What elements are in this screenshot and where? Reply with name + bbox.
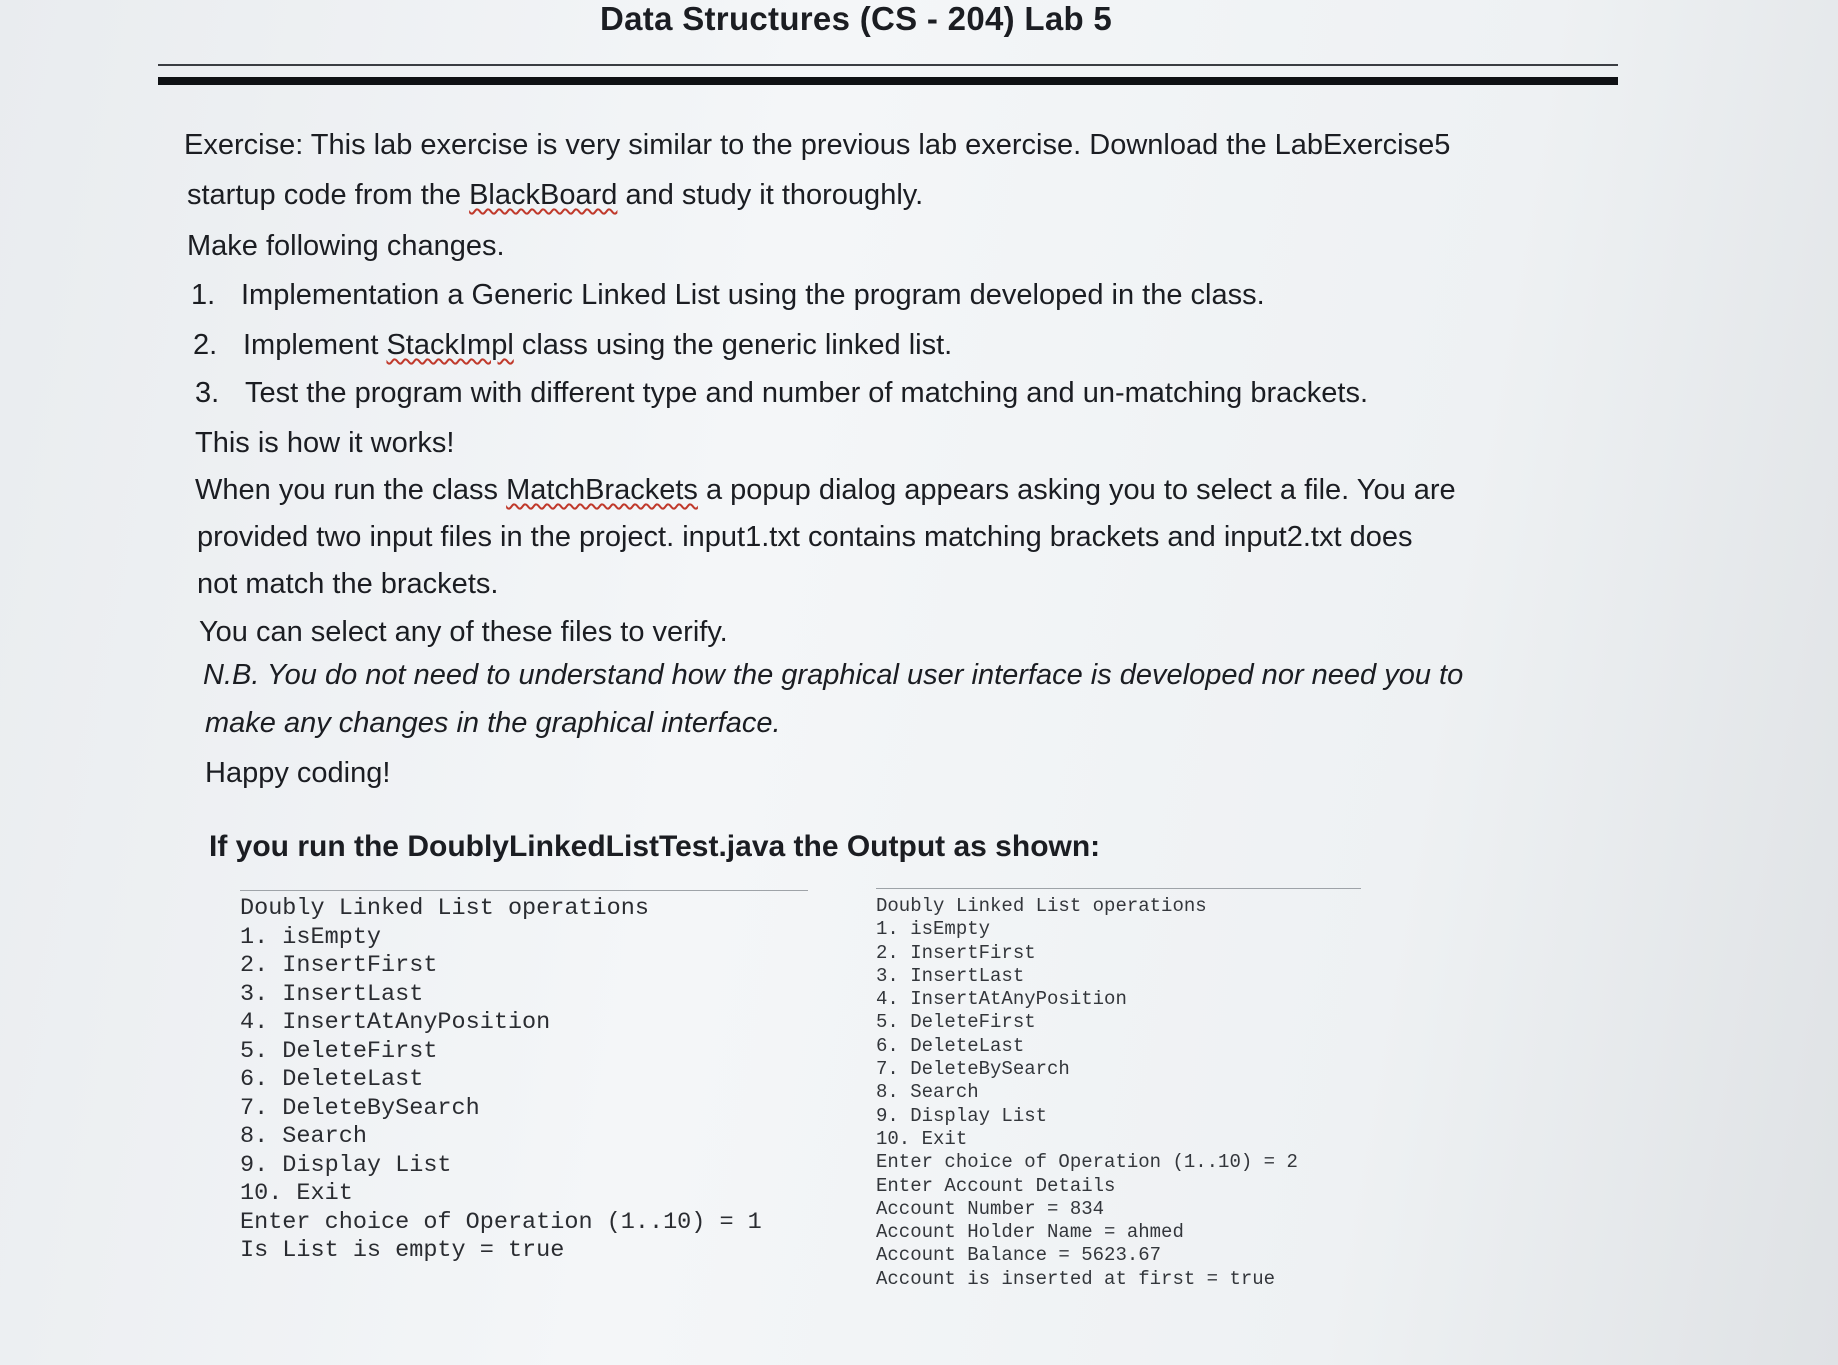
console-left-line: 7. DeleteBySearch <box>240 1094 480 1122</box>
console-right-line: 4. InsertAtAnyPosition <box>876 988 1127 1011</box>
list-item-2 <box>193 330 952 362</box>
console-right-line: 1. isEmpty <box>876 918 991 941</box>
exercise-line-2 <box>187 180 923 212</box>
console-right-line: 8. Search <box>876 1081 979 1104</box>
console-output-left <box>240 895 762 1266</box>
list-item-3-number: 3. <box>195 377 220 409</box>
console-right-line: 6. DeleteLast <box>876 1034 1025 1057</box>
list-item-1-number: 1. <box>191 279 216 311</box>
console-left-line: Doubly Linked List operations <box>240 895 649 922</box>
console-left-line: 4. InsertAtAnyPosition <box>240 1009 551 1036</box>
console-right-line: 5. DeleteFirst <box>876 1011 1036 1034</box>
console-left-line: 6. DeleteLast <box>240 1066 424 1093</box>
nb-line-2: make any changes in the graphical interface. <box>205 707 781 739</box>
console-right-line: Account Number = 834 <box>876 1197 1105 1220</box>
output-heading: If you run the DoublyLinkedListTest.java the Output as shown: <box>209 830 1101 863</box>
title-rule-thick <box>158 77 1618 85</box>
list-item-1-text: Implementation a Generic Linked List using the program developed in the class. <box>241 279 1265 311</box>
console-right-line: 2. InsertFirst <box>876 941 1036 964</box>
console-right-line: 3. InsertLast <box>876 964 1025 987</box>
how-line-1-before: When you run the class <box>195 474 507 506</box>
console-right-line: 10. Exit <box>876 1127 968 1150</box>
console-right-line: 9. Display List <box>876 1104 1048 1127</box>
console-right-line: Doubly Linked List operations <box>876 895 1207 917</box>
title-rule-thin <box>158 64 1618 66</box>
list-item-2-text-before: Implement <box>243 329 387 361</box>
how-line-1 <box>195 475 1456 507</box>
console-left-line: 2. InsertFirst <box>240 952 438 979</box>
nb-line-1: N.B. You do not need to understand how the graphical user interface is developed nor need you to <box>203 659 1464 691</box>
exercise-line-2-before: startup code from the <box>187 179 470 211</box>
console-left-line: Enter choice of Operation (1..10) = 1 <box>240 1208 762 1236</box>
list-item-2-text-after: class using the generic linked list. <box>513 329 953 361</box>
list-item-3 <box>195 378 1368 410</box>
console-right-line: Account is inserted at first = true <box>876 1267 1276 1290</box>
list-item-3-text: Test the program with different type and number of matching and un-matching brackets. <box>245 377 1369 409</box>
console-left-line: 5. DeleteFirst <box>240 1037 438 1065</box>
matchbrackets-word: MatchBrackets <box>506 474 698 506</box>
console-left-line: 1. isEmpty <box>240 923 382 951</box>
console-left-rule <box>240 890 808 891</box>
console-left-line: Is List is empty = true <box>240 1237 565 1264</box>
exercise-line-2-after: and study it thoroughly. <box>617 179 924 211</box>
list-item-2-number: 2. <box>193 329 218 361</box>
console-right-line: Enter Account Details <box>876 1174 1116 1197</box>
how-line-2: provided two input files in the project. input1.txt contains matching brackets and input2.txt does <box>197 521 1413 553</box>
exercise-line-1: Exercise: This lab exercise is very similar to the previous lab exercise. Download the LabExercise5 <box>184 129 1451 161</box>
select-line: You can select any of these files to verify. <box>199 616 728 648</box>
console-right-rule <box>876 888 1361 889</box>
console-left-line: 10. Exit <box>240 1180 353 1207</box>
console-left-line: 8. Search <box>240 1123 367 1150</box>
console-right-line: Account Holder Name = ahmed <box>876 1221 1184 1244</box>
console-right-line: Enter choice of Operation (1..10) = 2 <box>876 1151 1298 1174</box>
happy-coding: Happy coding! <box>205 757 391 789</box>
how-heading: This is how it works! <box>195 427 455 459</box>
stackimpl-word: StackImpl <box>386 329 514 361</box>
console-output-right <box>876 895 1298 1291</box>
list-item-1 <box>191 280 1265 312</box>
how-line-1-after: a popup dialog appears asking you to select a file. You are <box>697 474 1456 506</box>
how-line-3: not match the brackets. <box>197 568 499 600</box>
console-left-line: 9. Display List <box>240 1151 452 1179</box>
blackboard-word: BlackBoard <box>469 179 618 211</box>
changes-heading: Make following changes. <box>187 230 505 262</box>
console-right-line: Account Balance = 5623.67 <box>876 1244 1162 1267</box>
console-left-line: 3. InsertLast <box>240 980 424 1008</box>
page-title: Data Structures (CS - 204) Lab 5 <box>600 0 1113 37</box>
console-right-line: 7. DeleteBySearch <box>876 1058 1070 1081</box>
